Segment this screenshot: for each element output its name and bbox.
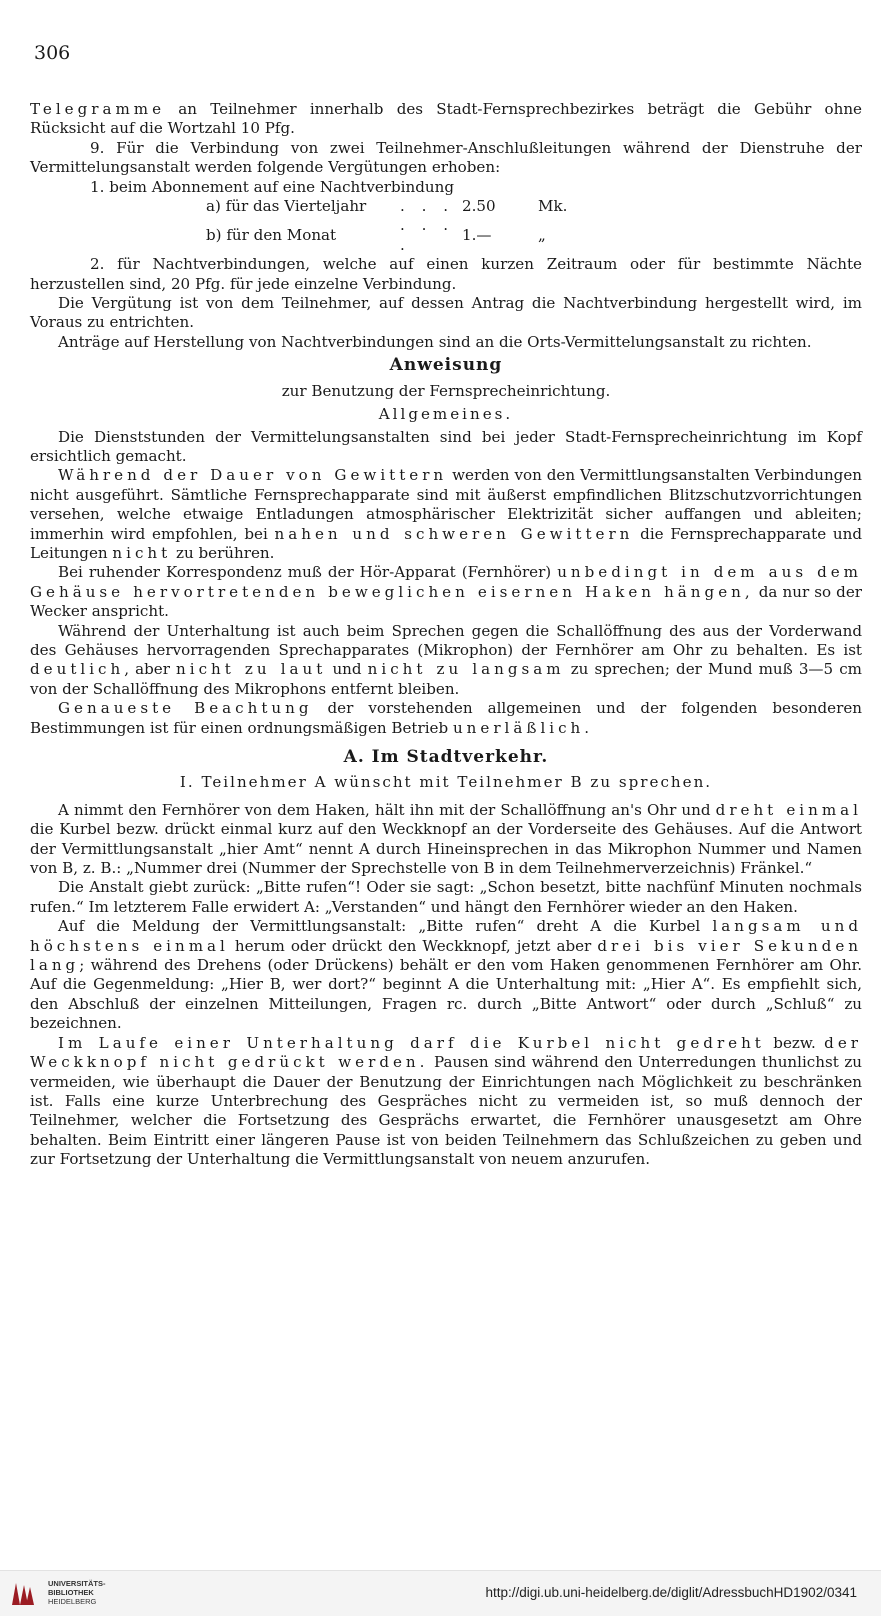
heading-allgemeines: Allgemeines. bbox=[378, 405, 514, 424]
paragraph-hoer-apparat: Bei ruhender Korrespondenz muß der Hör-Apparat (Fernhörer) unbedingt in dem aus dem Gehäuse hervortretenden beweglichen eisernen Haken hängen, da nur so der Wecker anspricht. bbox=[30, 563, 862, 621]
rate-table bbox=[206, 197, 567, 255]
page-number: 306 bbox=[34, 42, 71, 64]
paragraph-gewitter: Während der Dauer von Gewittern werden von den Vermittlungsanstalten Verbindungen nicht ausgeführt. Sämtliche Fernsprechapparate sind mit äußerst empfindlichen Blitzschutzvorrichtungen versehen, welche etwaige Entladungen atmosphärischer Elektrizität sicher auffangen und ableiten; immerhin wird empfohlen, bei nahen und schweren Gewittern die Fernsprechapparate und Leitungen nicht zu berühren. bbox=[30, 466, 862, 562]
paragraph-anstalt: Die Anstalt giebt zurück: „Bitte rufen“! Oder sie sagt: „Schon besetzt, bitte nachfünf Minuten nochmals rufen.“ Im letzterem Falle erwidert A: „Verstanden“ und hängt den Fernhörer wieder an den Haken. bbox=[30, 878, 862, 916]
rate-row-quarter: a) für das Vierteljahr . . . 2.50 Mk. bbox=[206, 197, 568, 216]
heading-teilnehmer: I. Teilnehmer A wünscht mit Teilnehmer B zu sprechen. bbox=[179, 773, 713, 792]
document-text bbox=[30, 100, 862, 1170]
paragraph-dienststunden: Die Dienststunden der Vermittelungsanstalten sind bei jeder Stadt-Fernsprecheinrichtung im Kopf ersichtlich gemacht. bbox=[30, 427, 862, 465]
paragraph-meldung: Auf die Meldung der Vermittlungsanstalt: „Bitte rufen“ dreht A die Kurbel langsam und höchstens einmal herum oder drückt den Weckknopf, jetzt aber drei bis vier Sekunden lang; während des Drehens (oder Drückens) behält er den vom Haken genommenen Fernhörer am Ohr. Auf die Gegenmeldung: „Hier B, wer dort?“ beginnt A die Unterhaltung mit: „Hier A“. Es empfiehlt sich, den Abschluß der einzelnen Mitteilungen, Fragen rc. durch „Bitte Antwort“ oder durch „Schluß“ zu bezeichnen. bbox=[30, 917, 862, 1033]
document-page bbox=[30, 0, 862, 1560]
paragraph-laufe: Im Laufe einer Unterhaltung darf die Kurbel nicht gedreht bezw. der Weckknopf nicht gedrückt werden. Pausen sind während den Unterredungen thunlichst zu vermeiden, wie überhaupt die Dauer der Benutzung der Einrichtungen nach Möglichkeit zu beschränken ist. Falls eine kurze Unterbrechung des Gespräches nicht zu vermeiden ist, so muß dennoch der Teilnehmer, welcher die Fortsetzung des Gesprächs erwartet, die Fernhörer unausgesetzt am Ohre behalten. Beim Eintritt einer längeren Pause ist von beiden Teilnehmern das Schlußzeichen zu geben und zur Fortsetzung der Unterhaltung die Vermittlungsanstalt von neuem anzurufen. bbox=[30, 1033, 862, 1169]
paragraph-telegramme: Telegramme an Teilnehmer innerhalb des Stadt-Fernsprechbezirkes beträgt die Gebühr ohne Rücksicht auf die Wortzahl 10 Pfg. bbox=[30, 100, 862, 138]
paragraph-unterhaltung: Während der Unterhaltung ist auch beim Sprechen gegen die Schallöffnung des aus der Vorderwand des Gehäuses hervorragenden Sprechapparates (Mikrophon) der Fernhörer am Ohr zu behalten. Es ist deutlich, aber nicht zu laut und nicht zu langsam zu sprechen; der Mund muß 3—5 cm von der Schallöffnung des Mikrophons entfernt bleiben. bbox=[30, 621, 862, 698]
rate-row-month: b) für den Monat . . . . 1.— „ bbox=[206, 216, 546, 254]
viewer-footer bbox=[0, 1570, 881, 1616]
university-logo-icon bbox=[8, 1579, 36, 1609]
paragraph-antraege: Anträge auf Herstellung von Nachtverbindungen sind an die Orts-Vermittelungsanstalt zu richten. bbox=[58, 332, 812, 351]
heading-anweisung: Anweisung bbox=[389, 355, 503, 376]
paragraph-abonnement: 1. beim Abonnement auf eine Nachtverbindung bbox=[90, 177, 454, 196]
paragraph-nachtverbindung: 9. Für die Verbindung von zwei Teilnehmer-Anschlußleitungen während der Dienstruhe der Vermittelungsanstalt werden folgende Vergütungen erhoben: bbox=[30, 138, 862, 177]
paragraph-verguetung: Die Vergütung ist von dem Teilnehmer, auf dessen Antrag die Nachtverbindung hergestellt wird, im Voraus zu entrichten. bbox=[30, 294, 862, 332]
paragraph-nachtverbindung-einzeln: 2. für Nachtverbindungen, welche auf einen kurzen Zeitraum oder für bestimmte Nächte herzustellen sind, 20 Pfg. für jede einzelne Verbindung. bbox=[30, 255, 862, 293]
library-name: UNIVERSITÄTS- BIBLIOTHEK HEIDELBERG bbox=[48, 1579, 106, 1606]
heading-stadtverkehr: A. Im Stadtverkehr. bbox=[343, 747, 549, 767]
paragraph-fernhoerer: A nimmt den Fernhörer von dem Haken, hält ihn mit der Schallöffnung an's Ohr und dreht einmal die Kurbel bezw. drückt einmal kurz auf den Weckknopf an der Vorderseite des Gehäuses. Auf die Antwort der Vermittlungsanstalt „hier Amt“ nennt A durch Hineinsprechen in das Mikrophon Nummer und Namen von B, z. B.: „Nummer drei (Nummer der Sprechstelle von B in dem Teilnehmerverzeichnis) Fränkel.“ bbox=[30, 800, 862, 878]
source-url-link[interactable]: http://digi.ub.uni-heidelberg.de/diglit/AdressbuchHD1902/0341 bbox=[485, 1585, 857, 1600]
paragraph-beachtung: Genaueste Beachtung der vorstehenden allgemeinen und der folgenden besonderen Bestimmungen ist für einen ordnungsmäßigen Betrieb unerläßlich. bbox=[30, 699, 862, 737]
heading-subtitle: zur Benutzung der Fernsprecheinrichtung. bbox=[281, 381, 611, 400]
